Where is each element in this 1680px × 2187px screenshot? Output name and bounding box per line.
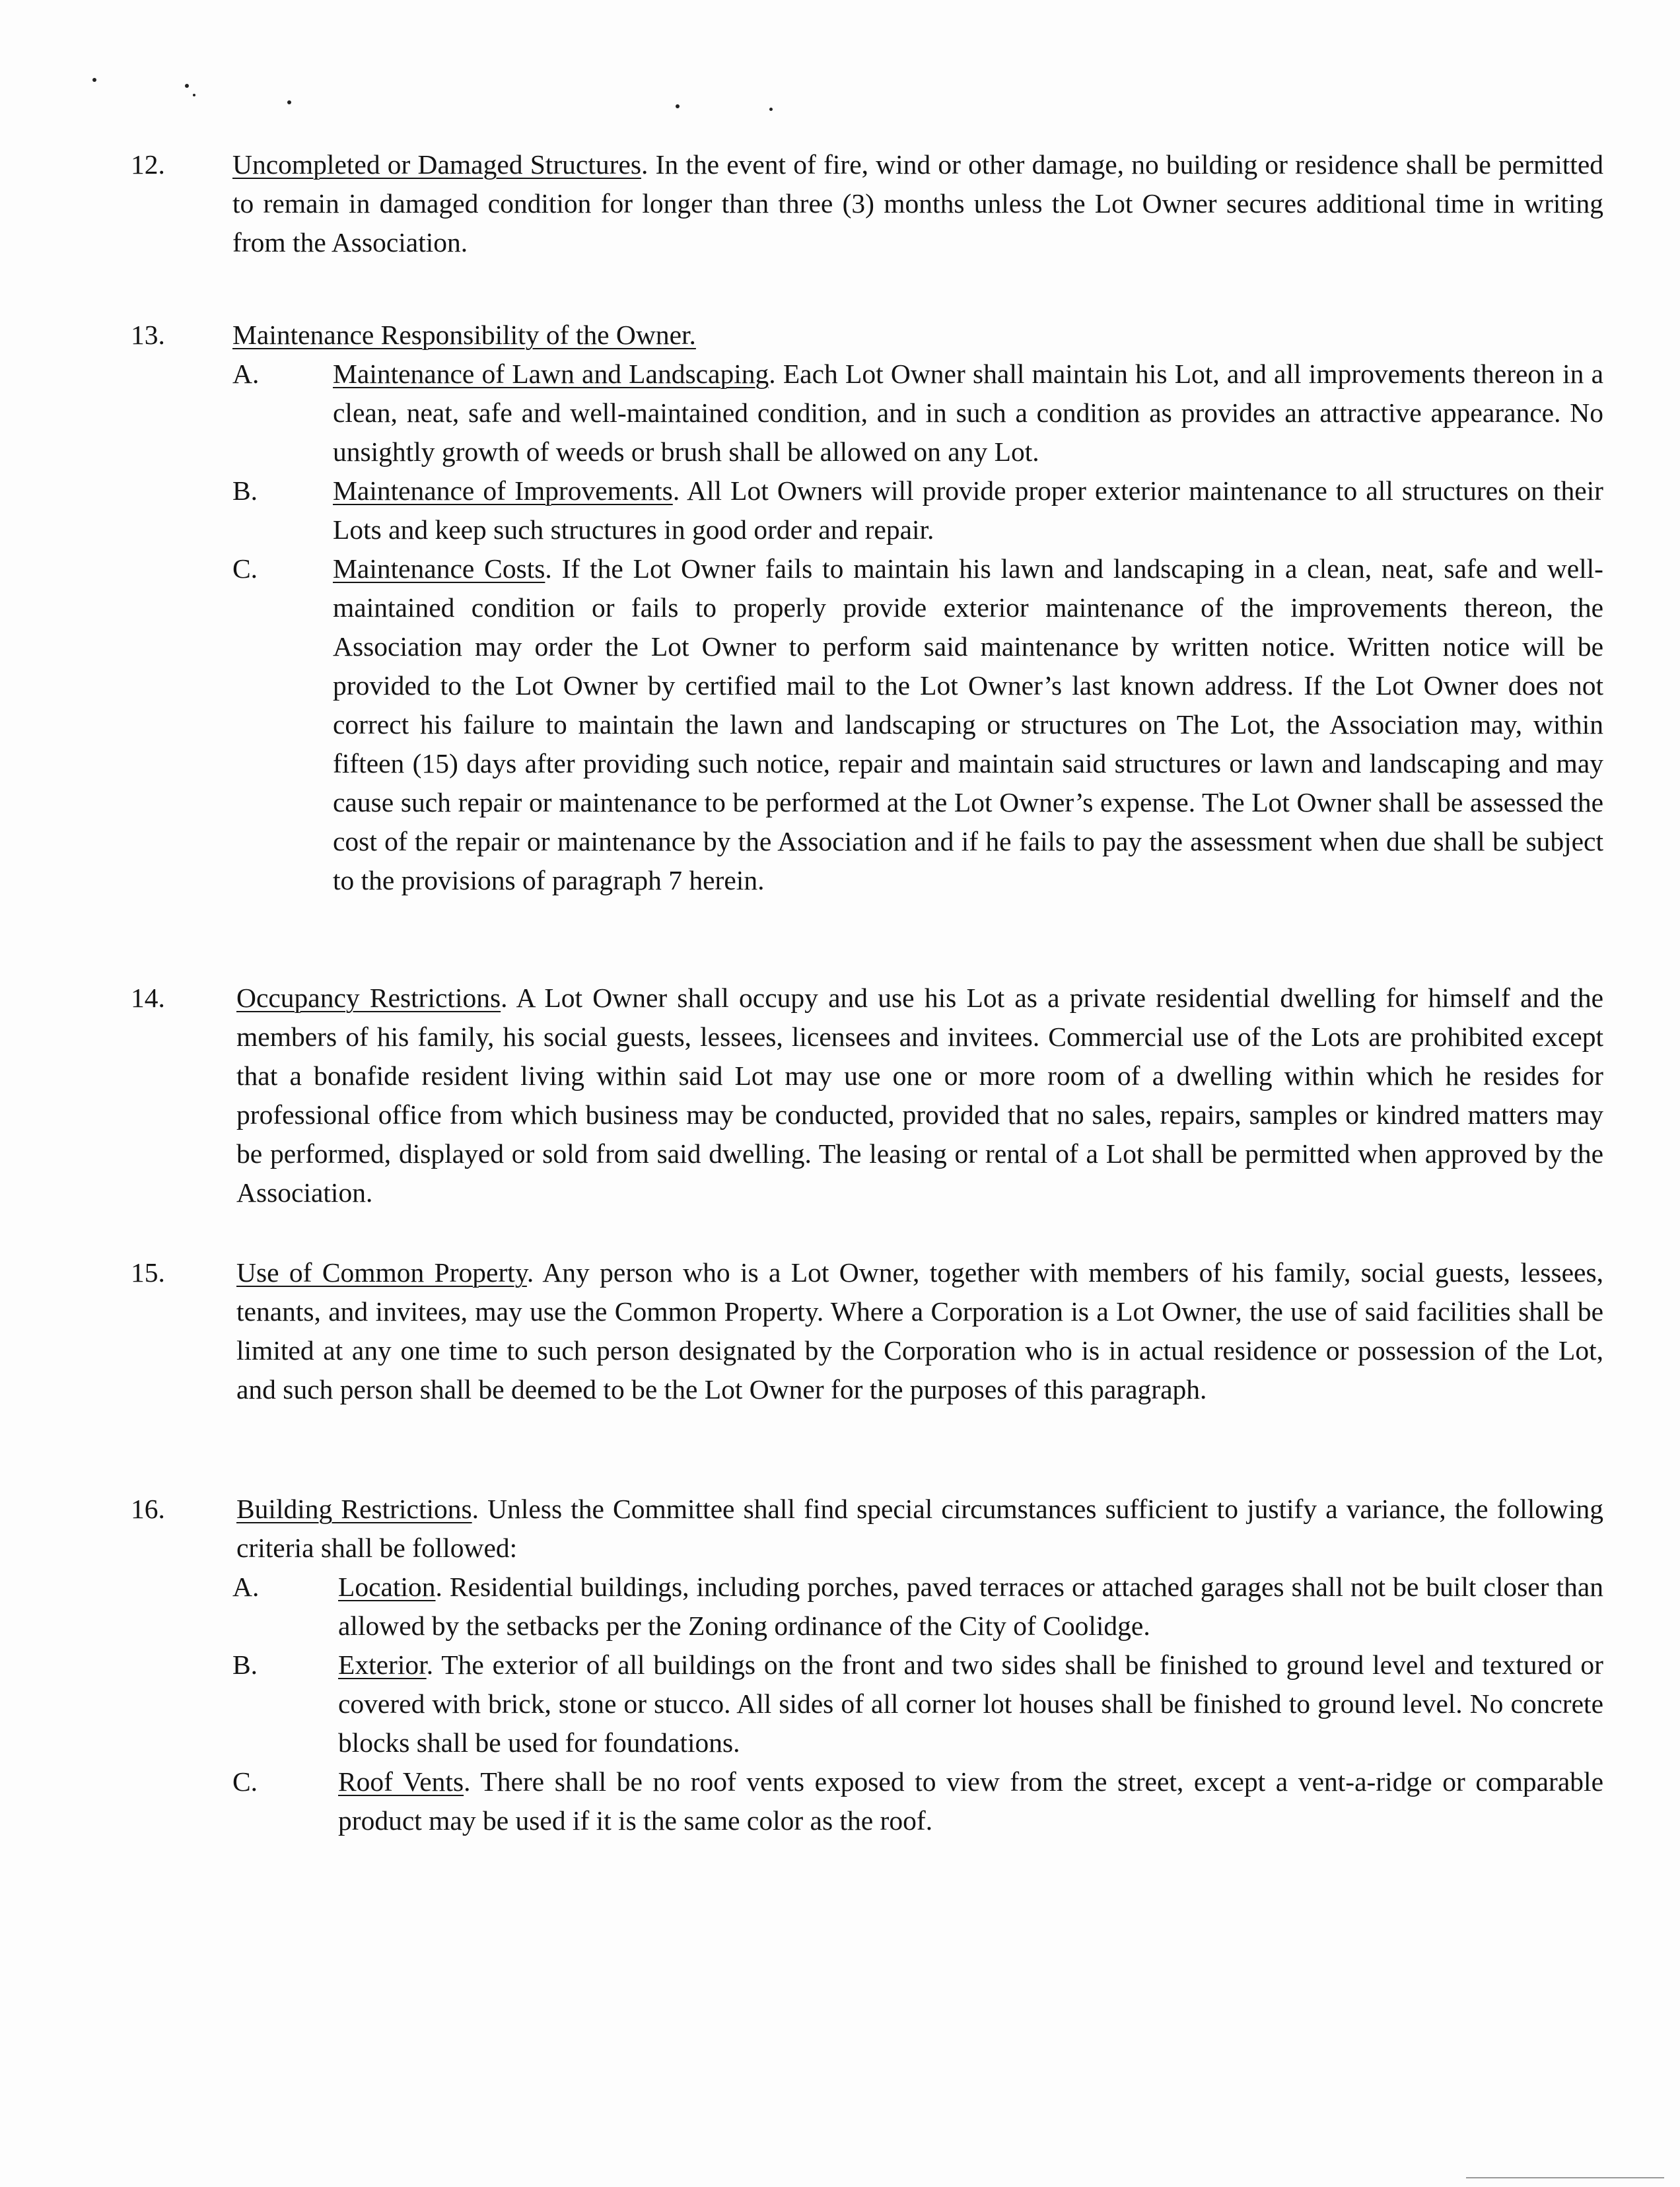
bottom-rule [1466, 2177, 1664, 2178]
section-body [232, 316, 1603, 355]
subsection-text: . All Lot Owners will provide proper exterior maintenance to all structures on their Lots and keep such structures in good order and repair. [333, 475, 1603, 545]
subsection-title: Maintenance of Improvements [333, 475, 673, 506]
subsection-letter: B. [232, 475, 258, 506]
scan-speck [287, 100, 291, 104]
subsection-16a [232, 1568, 1603, 1646]
section-text: . Any person who is a Lot Owner, together with members of his family, social guests, lessees, tenants, and invitees, may use the Common Property. Where a Corporation is a Lot Owner, the use of said facilities shall be limited at any one time to such person designated by the Corporation who is in actual residence or possession of the Lot, and such person shall be deemed to be the Lot Owner for the purposes of this paragraph. [236, 1257, 1603, 1405]
section-13 [131, 316, 1603, 900]
section-body [236, 979, 1603, 1212]
section-number: 16. [131, 1494, 165, 1524]
subsection-text: . The exterior of all buildings on the front and two sides shall be finished to ground level and textured or covered with brick, stone or stucco. All sides of all corner lot houses shall be finished to ground level. No concrete blocks shall be used for foundations. [338, 1649, 1603, 1758]
subsection-letter: B. [232, 1649, 258, 1680]
subsection-body [338, 1762, 1603, 1840]
section-title: Use of Common Property [236, 1257, 527, 1288]
subsection-body [333, 355, 1603, 471]
scan-speck [676, 104, 680, 108]
section-text: . In the event of fire, wind or other damage, no building or residence shall be permitted to remain in damaged condition for longer than three (3) months unless the Lot Owner secures additional time in writing from the Association. [232, 149, 1603, 258]
section-text: . Unless the Committee shall find special circumstances sufficient to justify a variance, the following criteria shall be followed: [236, 1494, 1604, 1563]
subsection-letter: A. [232, 359, 260, 389]
scan-speck [769, 108, 773, 111]
section-title: Uncompleted or Damaged Structures [232, 149, 641, 180]
subsection-title: Maintenance of Lawn and Landscaping [333, 359, 769, 389]
subsection-letter: C. [232, 1766, 258, 1797]
section-body [236, 1253, 1603, 1409]
subsection-body [338, 1568, 1603, 1646]
section-title: Maintenance Responsibility of the Owner. [232, 320, 696, 350]
section-15 [131, 1253, 1603, 1409]
subsection-16b [232, 1646, 1603, 1762]
subsection-13c [232, 549, 1603, 900]
subsection-13b [232, 471, 1603, 549]
subsection-body [338, 1646, 1603, 1762]
subsection-text: . Residential buildings, including porches, paved terraces or attached garages shall not be built closer than allowed by the setbacks per the Zoning ordinance of the City of Coolidge. [338, 1572, 1603, 1641]
section-number: 12. [131, 149, 165, 180]
scan-speck [92, 78, 96, 82]
subsection-16c [232, 1762, 1603, 1840]
subsection-13a [232, 355, 1603, 471]
section-title: Occupancy Restrictions [236, 983, 501, 1013]
subsection-text: . There shall be no roof vents exposed to view from the street, except a vent-a-ridge or comparable product may be used if it is the same color as the roof. [338, 1766, 1603, 1836]
section-number: 15. [131, 1257, 165, 1288]
section-body [236, 1490, 1603, 1568]
scan-speck [193, 94, 195, 96]
section-text: . A Lot Owner shall occupy and use his Lot as a private residential dwelling for himself and the members of his family, his social guests, lessees, licensees and invitees. Commercial use of the Lots are prohibited except that a bonafide resident living within said Lot may use one or more room of a dwelling within which he resides for professional office from which business may be conducted, provided that no sales, repairs, samples or kindred matters may be performed, displayed or sold from said dwelling. The leasing or rental of a Lot shall be permitted when approved by the Association. [236, 983, 1603, 1208]
scan-speck [185, 84, 189, 88]
section-title: Building Restrictions [236, 1494, 472, 1524]
section-16 [131, 1490, 1603, 1840]
subsection-text: . If the Lot Owner fails to maintain his lawn and landscaping in a clean, neat, safe and well-maintained condition or fails to properly provide exterior maintenance of the improvements thereon, the Association may order the Lot Owner to perform said maintenance by written notice. Written notice will be provided to the Lot Owner by certified mail to the Lot Owner’s last known address. If the Lot Owner does not correct his failure to maintain the lawn and landscaping or structures on The Lot, the Association may, within fifteen (15) days after providing such notice, repair and maintain said structures or lawn and landscaping and may cause such repair or maintenance to be performed at the Lot Owner’s expense. The Lot Owner shall be assessed the cost of the repair or maintenance by the Association and if he fails to pay the assessment when due shall be subject to the provisions of paragraph 7 herein. [333, 553, 1603, 895]
section-number: 14. [131, 983, 165, 1013]
section-number: 13. [131, 320, 165, 350]
subsection-title: Exterior [338, 1649, 427, 1680]
subsection-body [333, 471, 1603, 549]
section-body [232, 145, 1603, 262]
subsection-letter: A. [232, 1572, 260, 1602]
section-14 [131, 979, 1603, 1212]
subsection-title: Maintenance Costs [333, 553, 545, 584]
subsection-letter: C. [232, 553, 258, 584]
subsection-body [333, 549, 1603, 900]
section-12 [131, 145, 1603, 262]
subsection-title: Roof Vents [338, 1766, 464, 1797]
subsection-text: . Each Lot Owner shall maintain his Lot, and all improvements thereon in a clean, neat, safe and well-maintained condition, and in such a condition as provides an attractive appearance. No unsightly growth of weeds or brush shall be allowed on any Lot. [333, 359, 1604, 467]
subsection-title: Location [338, 1572, 436, 1602]
